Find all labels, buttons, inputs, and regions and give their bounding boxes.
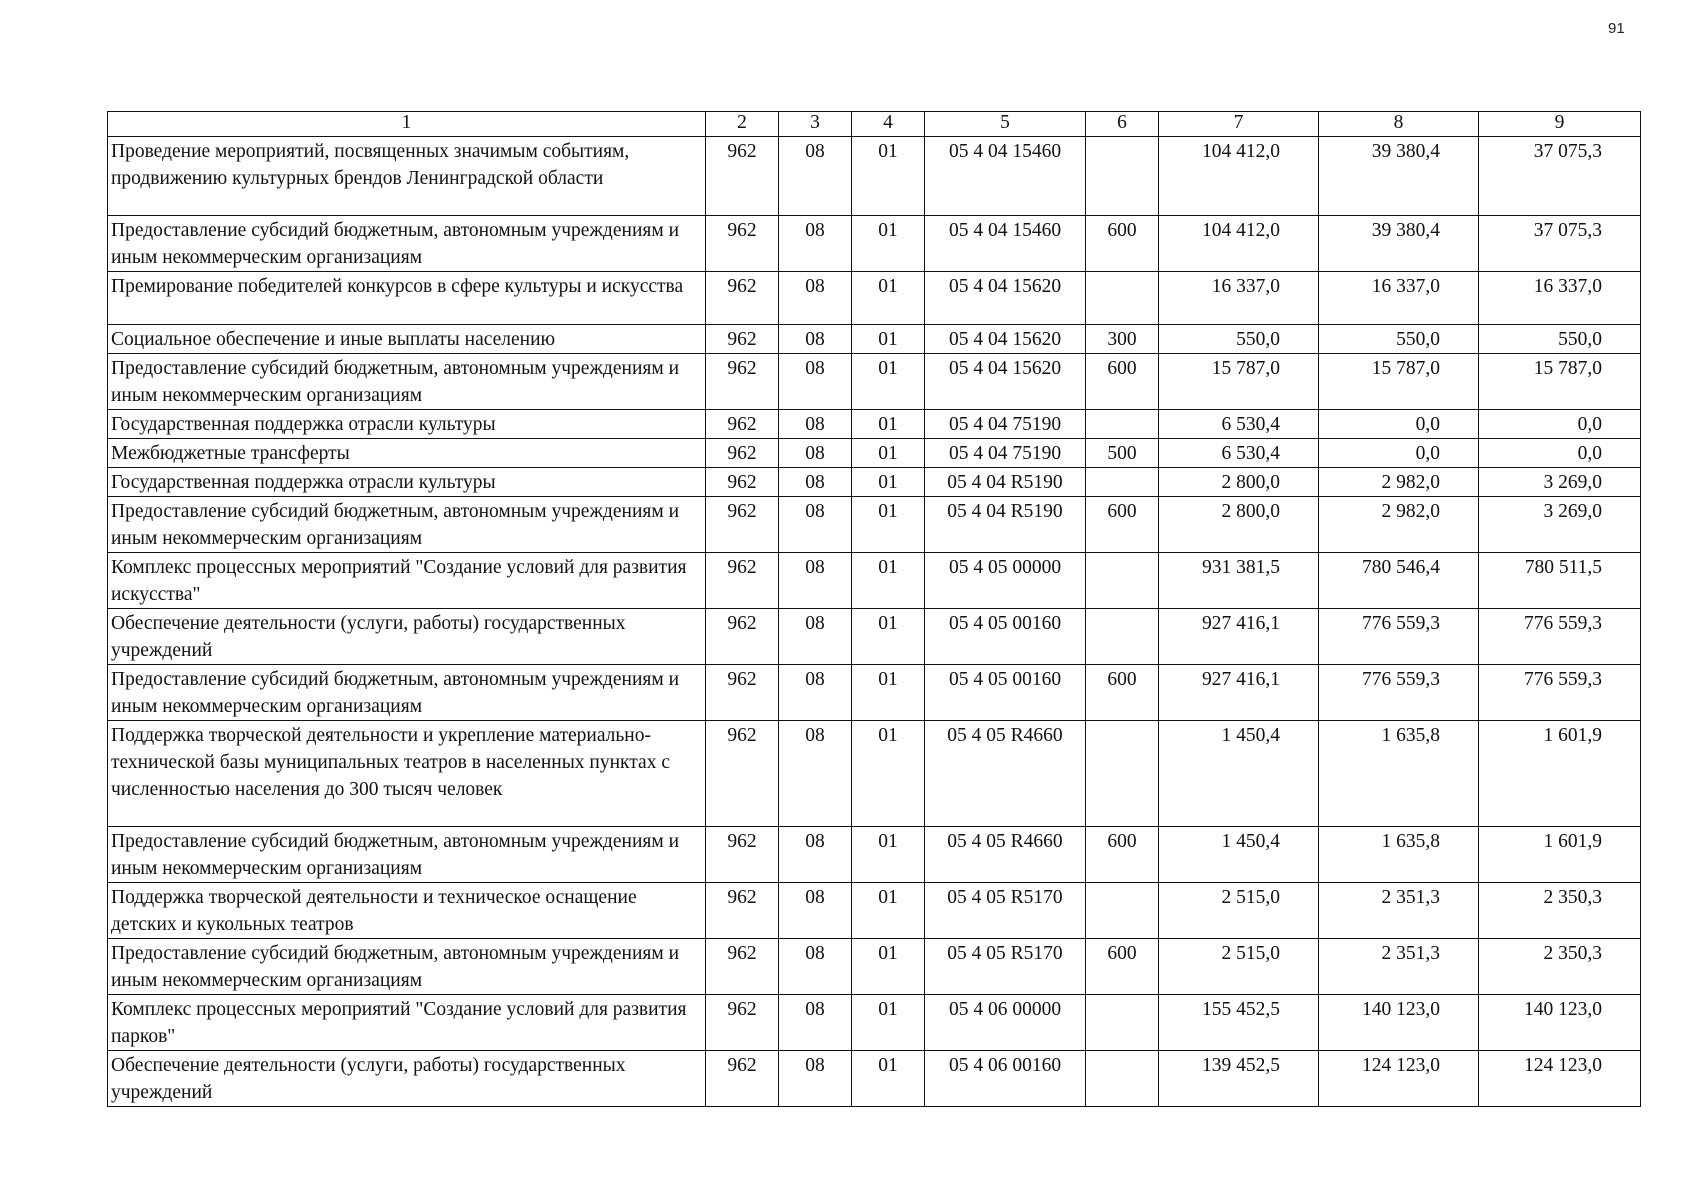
- row-amount-col9: 550,0: [1479, 325, 1641, 354]
- row-section-code: 08: [779, 609, 852, 665]
- row-section-code: 08: [779, 468, 852, 497]
- row-section-code: 08: [779, 410, 852, 439]
- row-ministry-code: 962: [706, 325, 779, 354]
- row-amount-col9: 1 601,9: [1479, 721, 1641, 827]
- row-ministry-code: 962: [706, 721, 779, 827]
- row-section-code: 08: [779, 883, 852, 939]
- row-section-code: 08: [779, 497, 852, 553]
- row-subsection-code: 01: [852, 354, 925, 410]
- row-ministry-code: 962: [706, 439, 779, 468]
- row-target-article: 05 4 04 75190: [925, 439, 1086, 468]
- row-amount-col7: 2 515,0: [1159, 939, 1319, 995]
- row-amount-col8: 2 351,3: [1319, 939, 1479, 995]
- row-amount-col8: 124 123,0: [1319, 1051, 1479, 1107]
- row-ministry-code: 962: [706, 216, 779, 272]
- row-amount-col8: 16 337,0: [1319, 272, 1479, 325]
- row-ministry-code: 962: [706, 883, 779, 939]
- row-ministry-code: 962: [706, 137, 779, 216]
- row-name: Поддержка творческой деятельности и укрепление материально-технической базы муниципальных театров в населенных пунктах с численностью населения до 300 тысяч человек: [108, 721, 706, 827]
- row-expense-type: 500: [1086, 439, 1159, 468]
- row-subsection-code: 01: [852, 939, 925, 995]
- row-ministry-code: 962: [706, 553, 779, 609]
- row-amount-col8: 1 635,8: [1319, 721, 1479, 827]
- header-col-5: 5: [925, 112, 1086, 137]
- row-expense-type: [1086, 272, 1159, 325]
- row-subsection-code: 01: [852, 272, 925, 325]
- row-expense-type: [1086, 609, 1159, 665]
- row-name: Предоставление субсидий бюджетным, автономным учреждениям и иным некоммерческим организациям: [108, 216, 706, 272]
- row-amount-col7: 927 416,1: [1159, 665, 1319, 721]
- row-amount-col8: 1 635,8: [1319, 827, 1479, 883]
- header-col-4: 4: [852, 112, 925, 137]
- row-amount-col7: 155 452,5: [1159, 995, 1319, 1051]
- row-amount-col9: 37 075,3: [1479, 216, 1641, 272]
- table-row: [108, 665, 1641, 721]
- row-amount-col8: 0,0: [1319, 439, 1479, 468]
- row-target-article: 05 4 04 15620: [925, 272, 1086, 325]
- row-target-article: 05 4 06 00160: [925, 1051, 1086, 1107]
- row-name: Комплекс процессных мероприятий "Создание условий для развития парков": [108, 995, 706, 1051]
- row-amount-col7: 139 452,5: [1159, 1051, 1319, 1107]
- row-amount-col8: 550,0: [1319, 325, 1479, 354]
- table-row: [108, 827, 1641, 883]
- row-amount-col8: 2 982,0: [1319, 497, 1479, 553]
- row-amount-col9: 3 269,0: [1479, 497, 1641, 553]
- table-row: [108, 553, 1641, 609]
- row-amount-col9: 0,0: [1479, 410, 1641, 439]
- table-row: [108, 609, 1641, 665]
- row-amount-col7: 6 530,4: [1159, 410, 1319, 439]
- row-name: Социальное обеспечение и иные выплаты населению: [108, 325, 706, 354]
- row-name: Премирование победителей конкурсов в сфере культуры и искусства: [108, 272, 706, 325]
- row-expense-type: [1086, 995, 1159, 1051]
- row-target-article: 05 4 04 R5190: [925, 497, 1086, 553]
- row-amount-col8: 39 380,4: [1319, 137, 1479, 216]
- row-amount-col8: 140 123,0: [1319, 995, 1479, 1051]
- row-amount-col7: 16 337,0: [1159, 272, 1319, 325]
- header-col-2: 2: [706, 112, 779, 137]
- row-section-code: 08: [779, 939, 852, 995]
- row-target-article: 05 4 04 15620: [925, 354, 1086, 410]
- row-amount-col9: 124 123,0: [1479, 1051, 1641, 1107]
- row-amount-col9: 37 075,3: [1479, 137, 1641, 216]
- header-col-1: 1: [108, 112, 706, 137]
- row-name: Поддержка творческой деятельности и техническое оснащение детских и кукольных театров: [108, 883, 706, 939]
- row-amount-col7: 1 450,4: [1159, 721, 1319, 827]
- table-row: [108, 410, 1641, 439]
- row-amount-col7: 104 412,0: [1159, 137, 1319, 216]
- row-section-code: 08: [779, 216, 852, 272]
- header-col-3: 3: [779, 112, 852, 137]
- row-ministry-code: 962: [706, 497, 779, 553]
- table-row: [108, 137, 1641, 216]
- row-name: Обеспечение деятельности (услуги, работы) государственных учреждений: [108, 609, 706, 665]
- row-amount-col7: 1 450,4: [1159, 827, 1319, 883]
- row-subsection-code: 01: [852, 1051, 925, 1107]
- row-expense-type: [1086, 1051, 1159, 1107]
- row-expense-type: [1086, 410, 1159, 439]
- row-amount-col8: 15 787,0: [1319, 354, 1479, 410]
- row-target-article: 05 4 05 R4660: [925, 827, 1086, 883]
- table-row: [108, 439, 1641, 468]
- row-amount-col7: 2 800,0: [1159, 468, 1319, 497]
- table-header-row: [108, 112, 1641, 137]
- row-amount-col7: 2 800,0: [1159, 497, 1319, 553]
- row-amount-col7: 104 412,0: [1159, 216, 1319, 272]
- row-section-code: 08: [779, 325, 852, 354]
- row-ministry-code: 962: [706, 468, 779, 497]
- row-expense-type: 600: [1086, 216, 1159, 272]
- row-amount-col9: 1 601,9: [1479, 827, 1641, 883]
- row-name: Комплекс процессных мероприятий "Создание условий для развития искусства": [108, 553, 706, 609]
- row-target-article: 05 4 04 15460: [925, 216, 1086, 272]
- row-ministry-code: 962: [706, 1051, 779, 1107]
- row-expense-type: [1086, 468, 1159, 497]
- table-row: [108, 468, 1641, 497]
- row-name: Проведение мероприятий, посвященных значимым событиям, продвижению культурных брендов Ленинградской области: [108, 137, 706, 216]
- row-ministry-code: 962: [706, 354, 779, 410]
- row-expense-type: [1086, 883, 1159, 939]
- row-expense-type: 600: [1086, 939, 1159, 995]
- row-amount-col8: 39 380,4: [1319, 216, 1479, 272]
- row-amount-col9: 15 787,0: [1479, 354, 1641, 410]
- row-name: Предоставление субсидий бюджетным, автономным учреждениям и иным некоммерческим организациям: [108, 354, 706, 410]
- row-target-article: 05 4 05 R5170: [925, 883, 1086, 939]
- row-ministry-code: 962: [706, 995, 779, 1051]
- row-subsection-code: 01: [852, 468, 925, 497]
- row-section-code: 08: [779, 553, 852, 609]
- row-subsection-code: 01: [852, 410, 925, 439]
- row-amount-col9: 140 123,0: [1479, 995, 1641, 1051]
- row-amount-col9: 776 559,3: [1479, 609, 1641, 665]
- table-row: [108, 939, 1641, 995]
- row-subsection-code: 01: [852, 883, 925, 939]
- row-subsection-code: 01: [852, 553, 925, 609]
- table-row: [108, 1051, 1641, 1107]
- budget-table: [107, 111, 1641, 1107]
- row-subsection-code: 01: [852, 827, 925, 883]
- row-subsection-code: 01: [852, 497, 925, 553]
- row-amount-col9: 2 350,3: [1479, 883, 1641, 939]
- row-amount-col9: 3 269,0: [1479, 468, 1641, 497]
- row-amount-col7: 550,0: [1159, 325, 1319, 354]
- row-amount-col8: 776 559,3: [1319, 665, 1479, 721]
- row-target-article: 05 4 05 R4660: [925, 721, 1086, 827]
- row-target-article: 05 4 06 00000: [925, 995, 1086, 1051]
- row-ministry-code: 962: [706, 272, 779, 325]
- table-row: [108, 883, 1641, 939]
- row-subsection-code: 01: [852, 665, 925, 721]
- table-row: [108, 995, 1641, 1051]
- row-expense-type: 600: [1086, 827, 1159, 883]
- row-name: Предоставление субсидий бюджетным, автономным учреждениям и иным некоммерческим организациям: [108, 827, 706, 883]
- row-section-code: 08: [779, 137, 852, 216]
- row-target-article: 05 4 05 00160: [925, 609, 1086, 665]
- row-subsection-code: 01: [852, 721, 925, 827]
- row-name: Предоставление субсидий бюджетным, автономным учреждениям и иным некоммерческим организациям: [108, 497, 706, 553]
- row-section-code: 08: [779, 439, 852, 468]
- table-row: [108, 272, 1641, 325]
- row-amount-col7: 15 787,0: [1159, 354, 1319, 410]
- table-row: [108, 354, 1641, 410]
- row-section-code: 08: [779, 272, 852, 325]
- row-name: Межбюджетные трансферты: [108, 439, 706, 468]
- row-name: Обеспечение деятельности (услуги, работы) государственных учреждений: [108, 1051, 706, 1107]
- row-amount-col9: 16 337,0: [1479, 272, 1641, 325]
- row-amount-col9: 2 350,3: [1479, 939, 1641, 995]
- header-col-7: 7: [1159, 112, 1319, 137]
- row-expense-type: 300: [1086, 325, 1159, 354]
- row-section-code: 08: [779, 665, 852, 721]
- table-row: [108, 325, 1641, 354]
- row-amount-col8: 780 546,4: [1319, 553, 1479, 609]
- row-subsection-code: 01: [852, 439, 925, 468]
- page-number: 91: [1608, 20, 1625, 37]
- table-row: [108, 216, 1641, 272]
- header-col-6: 6: [1086, 112, 1159, 137]
- row-amount-col7: 2 515,0: [1159, 883, 1319, 939]
- header-col-9: 9: [1479, 112, 1641, 137]
- row-name: Предоставление субсидий бюджетным, автономным учреждениям и иным некоммерческим организациям: [108, 939, 706, 995]
- row-amount-col7: 927 416,1: [1159, 609, 1319, 665]
- row-section-code: 08: [779, 995, 852, 1051]
- row-expense-type: 600: [1086, 497, 1159, 553]
- row-name: Предоставление субсидий бюджетным, автономным учреждениям и иным некоммерческим организациям: [108, 665, 706, 721]
- row-ministry-code: 962: [706, 827, 779, 883]
- row-amount-col9: 776 559,3: [1479, 665, 1641, 721]
- row-name: Государственная поддержка отрасли культуры: [108, 468, 706, 497]
- row-subsection-code: 01: [852, 325, 925, 354]
- row-section-code: 08: [779, 354, 852, 410]
- row-name: Государственная поддержка отрасли культуры: [108, 410, 706, 439]
- row-ministry-code: 962: [706, 410, 779, 439]
- row-amount-col8: 2 351,3: [1319, 883, 1479, 939]
- row-amount-col7: 931 381,5: [1159, 553, 1319, 609]
- row-expense-type: 600: [1086, 354, 1159, 410]
- row-subsection-code: 01: [852, 995, 925, 1051]
- row-ministry-code: 962: [706, 609, 779, 665]
- table-body: [108, 137, 1641, 1107]
- row-ministry-code: 962: [706, 665, 779, 721]
- row-target-article: 05 4 04 15620: [925, 325, 1086, 354]
- row-amount-col8: 0,0: [1319, 410, 1479, 439]
- row-target-article: 05 4 05 R5170: [925, 939, 1086, 995]
- row-subsection-code: 01: [852, 137, 925, 216]
- row-target-article: 05 4 05 00000: [925, 553, 1086, 609]
- row-subsection-code: 01: [852, 216, 925, 272]
- row-expense-type: [1086, 137, 1159, 216]
- row-amount-col9: 0,0: [1479, 439, 1641, 468]
- row-amount-col8: 776 559,3: [1319, 609, 1479, 665]
- table-row: [108, 497, 1641, 553]
- row-expense-type: [1086, 553, 1159, 609]
- row-amount-col9: 780 511,5: [1479, 553, 1641, 609]
- row-target-article: 05 4 05 00160: [925, 665, 1086, 721]
- row-amount-col7: 6 530,4: [1159, 439, 1319, 468]
- row-section-code: 08: [779, 721, 852, 827]
- row-expense-type: [1086, 721, 1159, 827]
- row-amount-col8: 2 982,0: [1319, 468, 1479, 497]
- row-expense-type: 600: [1086, 665, 1159, 721]
- row-section-code: 08: [779, 827, 852, 883]
- row-subsection-code: 01: [852, 609, 925, 665]
- header-col-8: 8: [1319, 112, 1479, 137]
- row-target-article: 05 4 04 75190: [925, 410, 1086, 439]
- row-ministry-code: 962: [706, 939, 779, 995]
- table-row: [108, 721, 1641, 827]
- row-target-article: 05 4 04 15460: [925, 137, 1086, 216]
- row-target-article: 05 4 04 R5190: [925, 468, 1086, 497]
- row-section-code: 08: [779, 1051, 852, 1107]
